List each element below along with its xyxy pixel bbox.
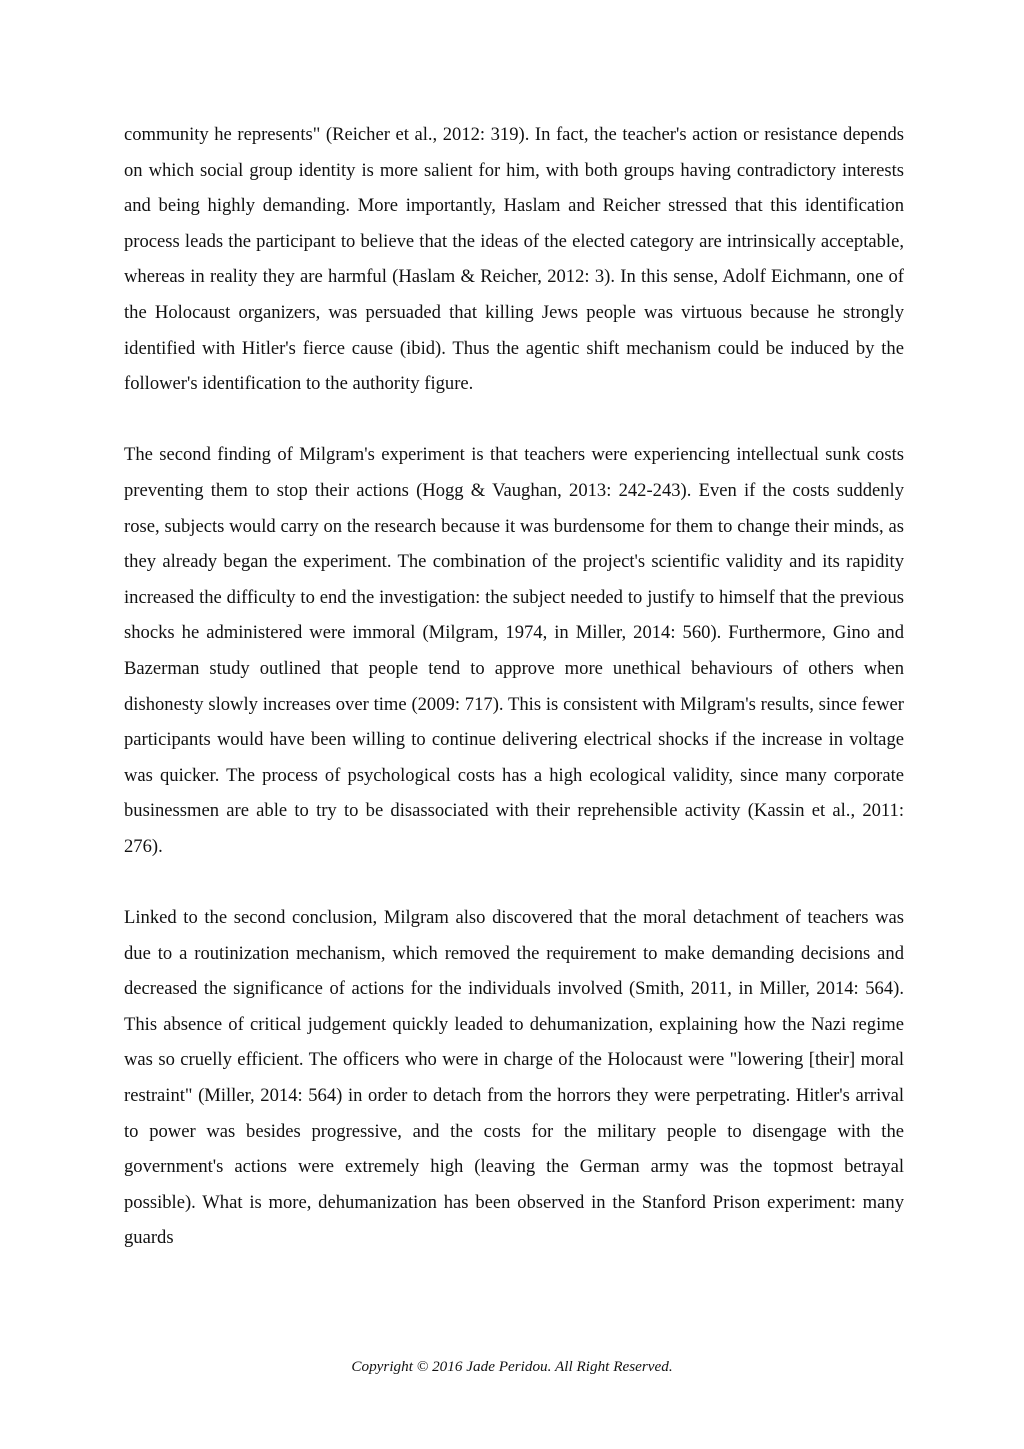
paragraph-routinization: Linked to the second conclusion, Milgram also discovered that the moral detachment of teachers was due to a routinization mechanism, which removed the requirement to make demanding decisions and decreased the significance of actions for the individuals involved (Smith, 2011, in Miller, 2014: 564). This absence of critical judgement quickly leaded to dehumanization, explaining how the Nazi regime was so cruelly efficient. The officers who were in charge of the Holocaust were "lowering [their] moral restraint" (Miller, 2014: 564) in order to detach from the horrors they were perpetrating. Hitler's arrival to power was besides progressive, and the costs for the military people to disengage with the government's actions were extremely high (leaving the German army was the topmost betrayal possible). What is more, dehumanization has been observed in the Stanford Prison experiment: many guards <box>124 907 904 1249</box>
paragraph-identification: community he represents" (Reicher et al., 2012: 319). In fact, the teacher's action or resistance depends on which social group identity is more salient for him, with both groups having contradictory interests and being highly demanding. More importantly, Haslam and Reicher stressed that this identification process leads the participant to believe that the ideas of the elected category are intrinsically acceptable, whereas in reality they are harmful (Haslam & Reicher, 2012: 3). In this sense, Adolf Eichmann, one of the Holocaust organizers, was persuaded that killing Jews people was virtuous because he strongly identified with Hitler's fierce cause (ibid). Thus the agentic shift mechanism could be induced by the follower's identification to the authority figure. <box>124 124 904 395</box>
copyright-footer: Copyright © 2016 Jade Peridou. All Right Reserved. <box>351 1358 673 1375</box>
paragraph-sunk-costs: The second finding of Milgram's experiment is that teachers were experiencing intellectual sunk costs preventing them to stop their actions (Hogg & Vaughan, 2013: 242-243). Even if the costs suddenly rose, subjects would carry on the research because it was burdensome for them to change their minds, as they already began the experiment. The combination of the project's scientific validity and its rapidity increased the difficulty to end the investigation: the subject needed to justify to himself that the previous shocks he administered were immoral (Milgram, 1974, in Miller, 2014: 560). Furthermore, Gino and Bazerman study outlined that people tend to approve more unethical behaviours of others when dishonesty slowly increases over time (2009: 717). This is consistent with Milgram's results, since fewer participants would have been willing to continue delivering electrical shocks if the increase in voltage was quicker. The process of psychological costs has a high ecological validity, since many corporate businessmen are able to try to be disassociated with their reprehensible activity (Kassin et al., 2011: 276). <box>124 444 904 857</box>
document-body <box>124 117 904 1256</box>
